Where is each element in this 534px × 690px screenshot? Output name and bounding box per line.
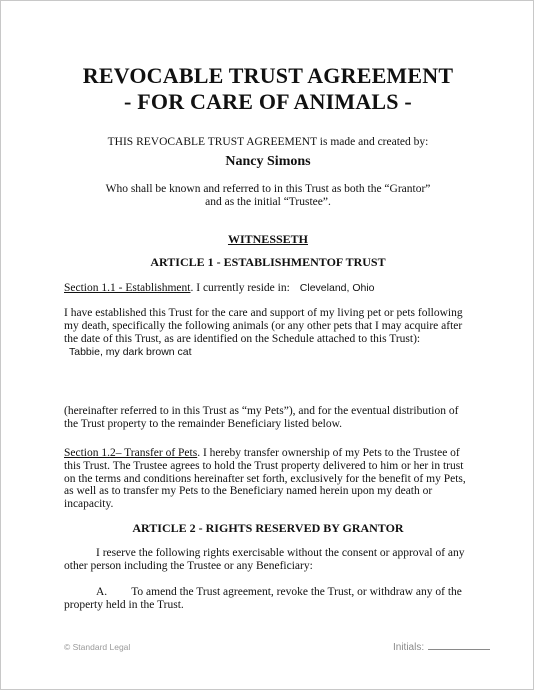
initials-footer — [393, 642, 490, 653]
item-a-text: To amend the Trust agreement, revoke the Trust, or withdraw any of the property held in the Trust. — [64, 586, 462, 611]
section-1-2 — [64, 447, 474, 511]
residence-value: Cleveland, Ohio — [299, 282, 375, 294]
establish-paragraph: I have established this Trust for the care and support of my living pet or pets following my death, specifically the following animals (or any other pets that I may acquire after the date of this Trust, as are identified on the Schedule attached to this Trust): — [64, 307, 463, 345]
title-line-1: REVOCABLE TRUST AGREEMENT — [82, 63, 454, 88]
hereinafter-paragraph: (hereinafter referred to in this Trust as “my Pets”), and for the eventual distribution of the Trust property to the remainder Beneficiary listed below. — [64, 405, 459, 430]
section-1-1-text: . I currently reside in: — [190, 282, 290, 294]
article-1-heading: ARTICLE 1 - ESTABLISHMENTOF TRUST — [150, 255, 386, 269]
title-line-2: - FOR CARE OF ANIMALS - — [124, 89, 412, 114]
section-1-2-text: . I hereby transfer ownership of my Pets to the Trustee of this Trust. The Trustee agrees to hold the Trust property delivered to him or her in trust on the terms and conditions hereinafter set forth, exclusively for the benefit of my Pets, as well as to transfer my Pets to the Beneficiary named herein upon my death or incapacity. — [64, 447, 466, 511]
item-a-marker: A. — [96, 586, 108, 598]
made-by-text: THIS REVOCABLE TRUST AGREEMENT is made and created by: — [107, 136, 429, 148]
reserve-paragraph: I reserve the following rights exercisable without the consent or approval of any other person including the Trustee or any Beneficiary: — [64, 547, 465, 572]
initials-label: Initials: — [393, 642, 425, 653]
grantor-name: Nancy Simons — [225, 154, 311, 169]
article-2-heading: ARTICLE 2 - RIGHTS RESERVED BY GRANTOR — [132, 521, 404, 535]
section-1-1-label: Section 1.1 - Establishment — [64, 282, 191, 294]
item-a — [64, 586, 474, 612]
grantor-role-line-1: Who shall be known and referred to in this Trust as both the “Grantor” — [105, 183, 431, 195]
pet-description: Tabbie, my dark brown cat — [69, 346, 192, 358]
witnesseth-heading: WITNESSETH — [227, 232, 309, 246]
initials-line[interactable] — [428, 649, 490, 650]
section-1-1 — [64, 282, 474, 295]
section-1-2-label: Section 1.2– Transfer of Pets — [64, 447, 198, 459]
copyright-footer: © Standard Legal — [64, 642, 131, 652]
grantor-role-line-2: and as the initial “Trustee”. — [205, 196, 331, 208]
